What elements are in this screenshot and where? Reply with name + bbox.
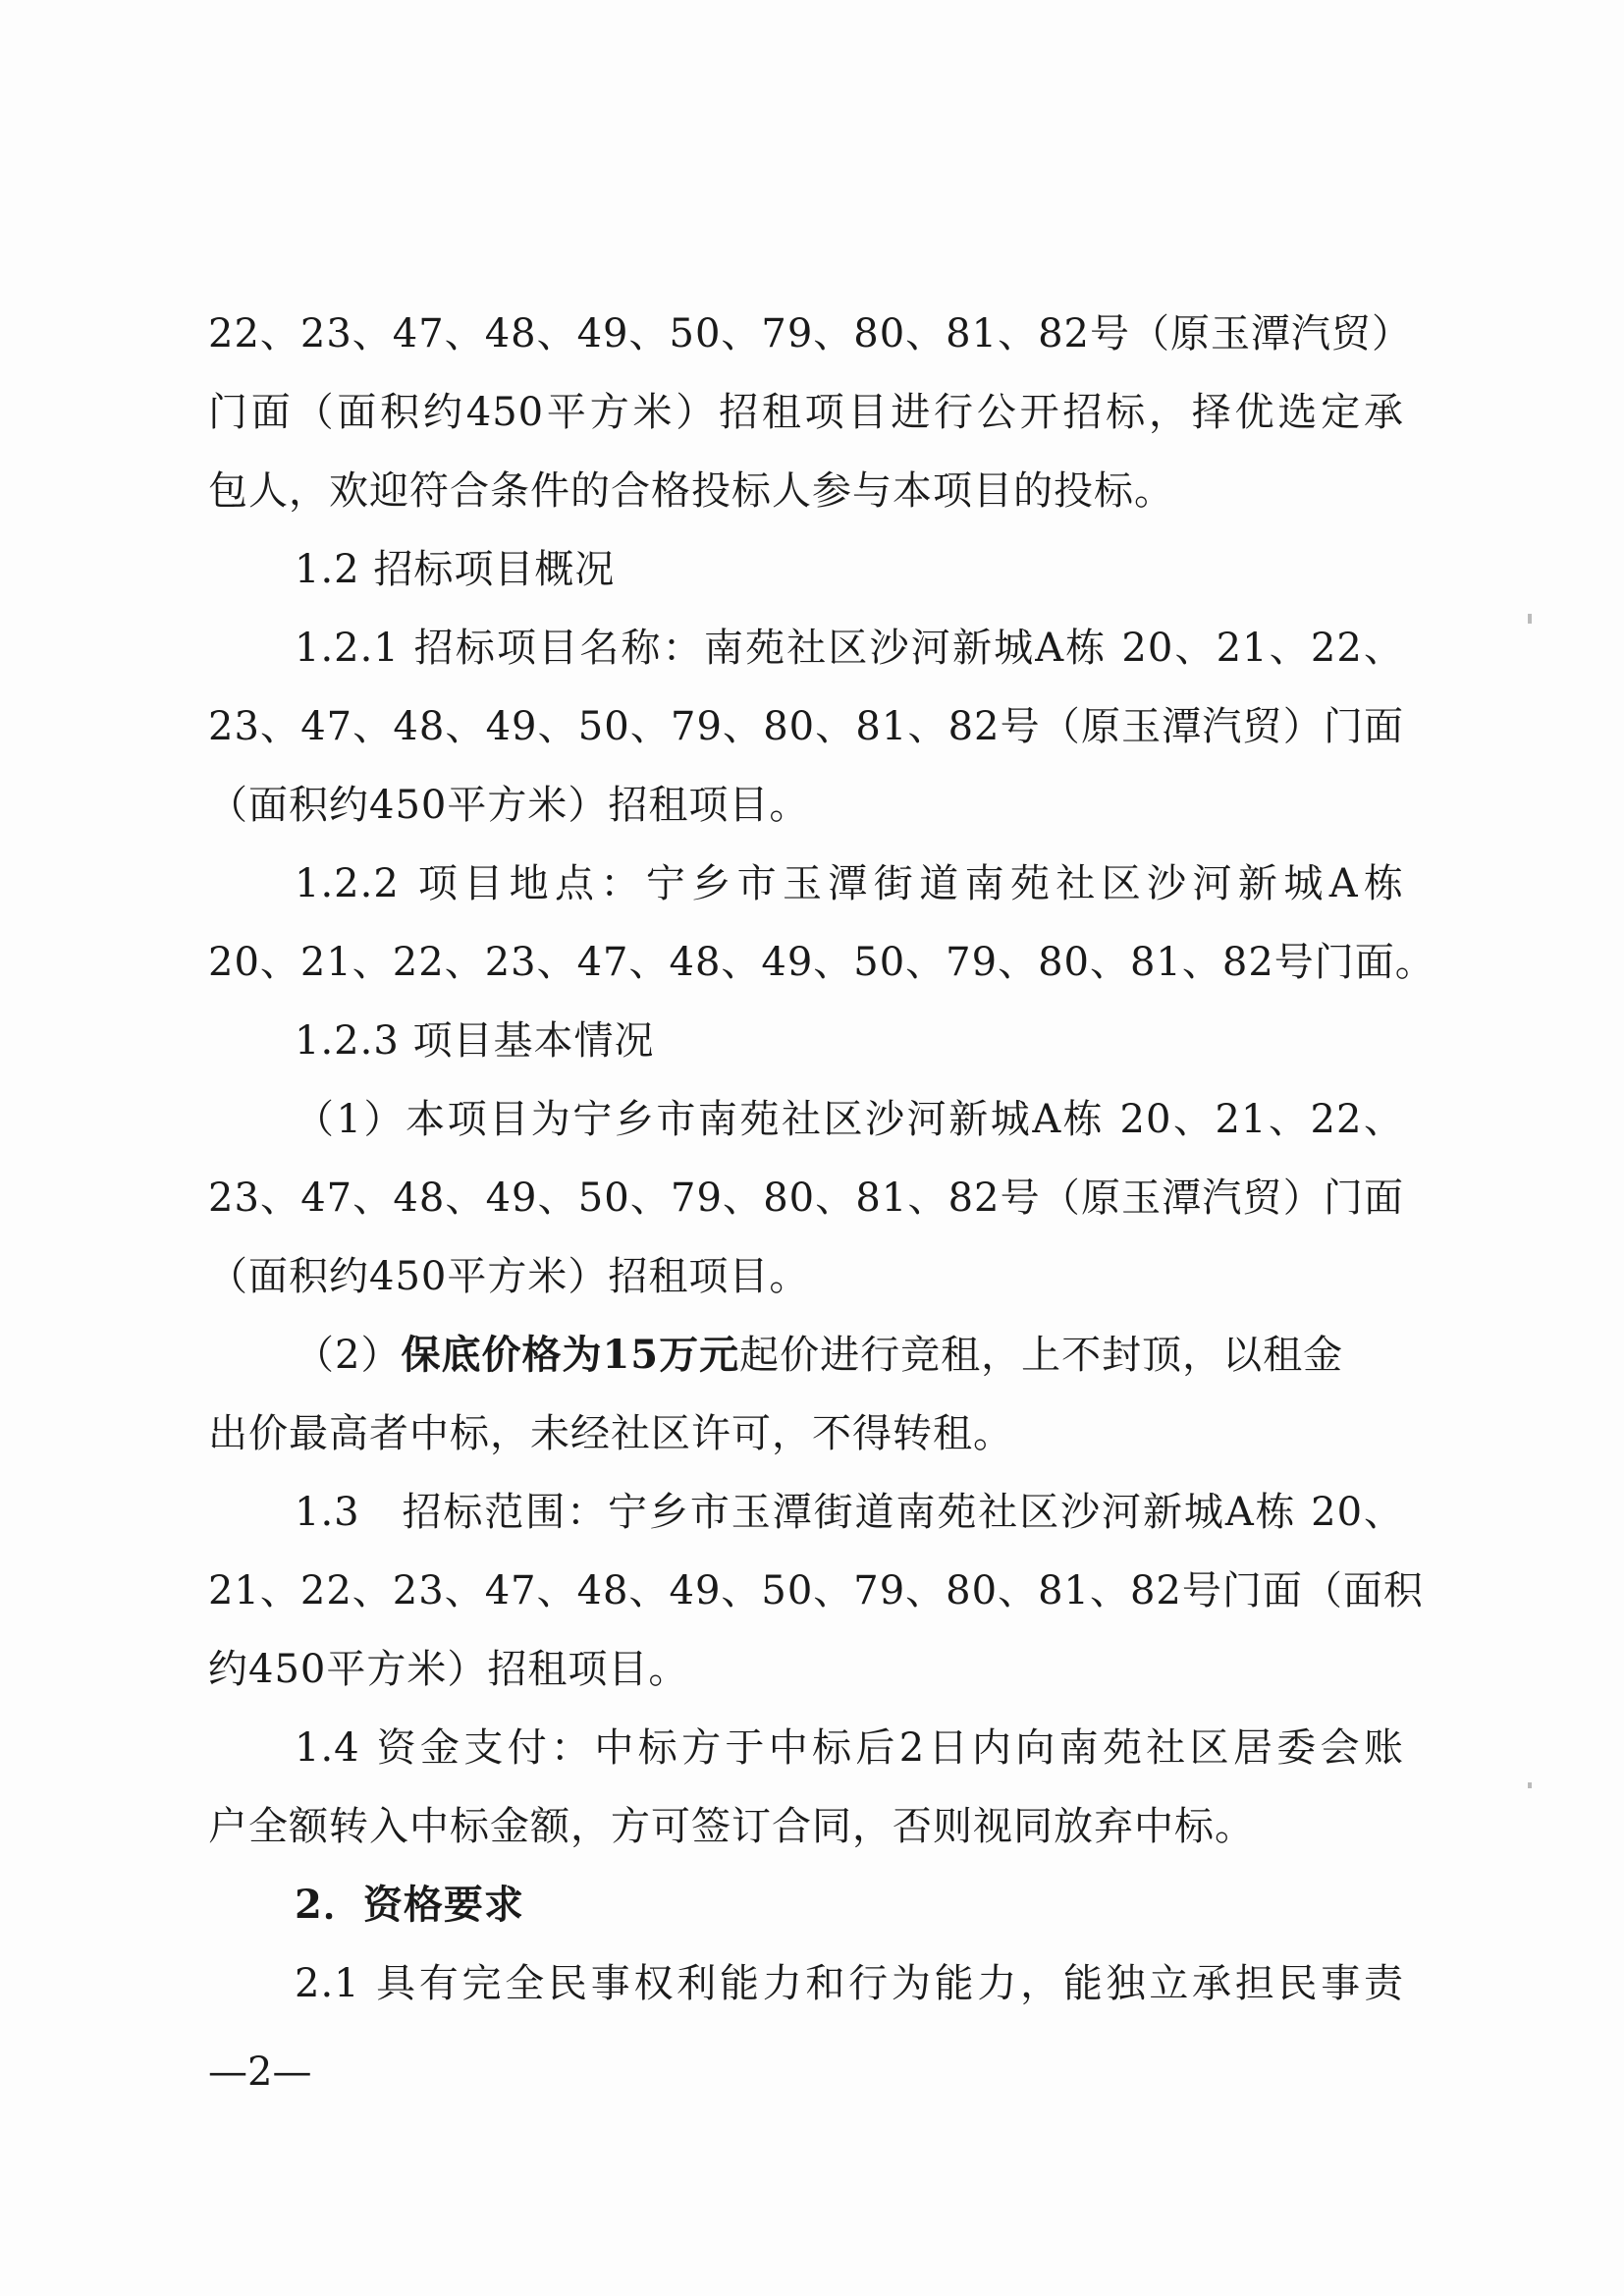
paragraph-line: 门面（面积约450平方米）招租项目进行公开招标，择优选定承: [208, 390, 1404, 435]
paragraph-line: 包人，欢迎符合条件的合格投标人参与本项目的投标。: [208, 468, 1174, 514]
page-number: —2—: [208, 2050, 312, 2095]
paragraph-line: 1.4 资金支付：中标方于中标后2日内向南苑社区居委会账: [295, 1725, 1404, 1771]
paragraph-line: 1.2.1 招标项目名称：南苑社区沙河新城A栋 20、21、22、: [295, 626, 1404, 671]
paragraph-line: [295, 1331, 1343, 1380]
paragraph-line: 21、22、23、47、48、49、50、79、80、81、82号门面（面积: [208, 1568, 1424, 1613]
paragraph-line: 出价最高者中标，未经社区许可，不得转租。: [208, 1411, 1013, 1456]
paragraph-line: 户全额转入中标金额，方可签订合同，否则视同放弃中标。: [208, 1804, 1255, 1849]
paragraph-line: 2.1 具有完全民事权利能力和行为能力，能独立承担民事责: [295, 1961, 1404, 2006]
paragraph-line: 23、47、48、49、50、79、80、81、82号（原玉潭汽贸）门面: [208, 1175, 1404, 1221]
paragraph-text: 起价进行竞租，上不封顶，以租金: [739, 1333, 1344, 1378]
reserve-price-text: 保底价格为15万元: [401, 1332, 740, 1378]
list-marker: （2）: [295, 1333, 402, 1378]
section-heading: 2．资格要求: [295, 1882, 524, 1928]
paragraph-line: （面积约450平方米）招租项目。: [208, 1254, 810, 1299]
scan-mark: [1528, 614, 1532, 624]
section-heading: 1.2.3 项目基本情况: [295, 1018, 655, 1064]
paragraph-line: 约450平方米）招租项目。: [208, 1647, 689, 1692]
paragraph-line: 1.2.2 项目地点：宁乡市玉潭街道南苑社区沙河新城A栋: [295, 861, 1404, 906]
scan-mark: [1528, 1782, 1532, 1788]
paragraph-line: （面积约450平方米）招租项目。: [208, 783, 810, 828]
paragraph-line: 23、47、48、49、50、79、80、81、82号（原玉潭汽贸）门面: [208, 704, 1404, 749]
paragraph-line: （1）本项目为宁乡市南苑社区沙河新城A栋 20、21、22、: [295, 1097, 1404, 1142]
paragraph-line: 22、23、47、48、49、50、79、80、81、82号（原玉潭汽贸）: [208, 311, 1412, 356]
paragraph-line: 1.3 招标范围：宁乡市玉潭街道南苑社区沙河新城A栋 20、: [295, 1490, 1404, 1535]
paragraph-line: 20、21、22、23、47、48、49、50、79、80、81、82号门面。: [208, 940, 1435, 985]
section-heading: 1.2 招标项目概况: [295, 547, 616, 592]
